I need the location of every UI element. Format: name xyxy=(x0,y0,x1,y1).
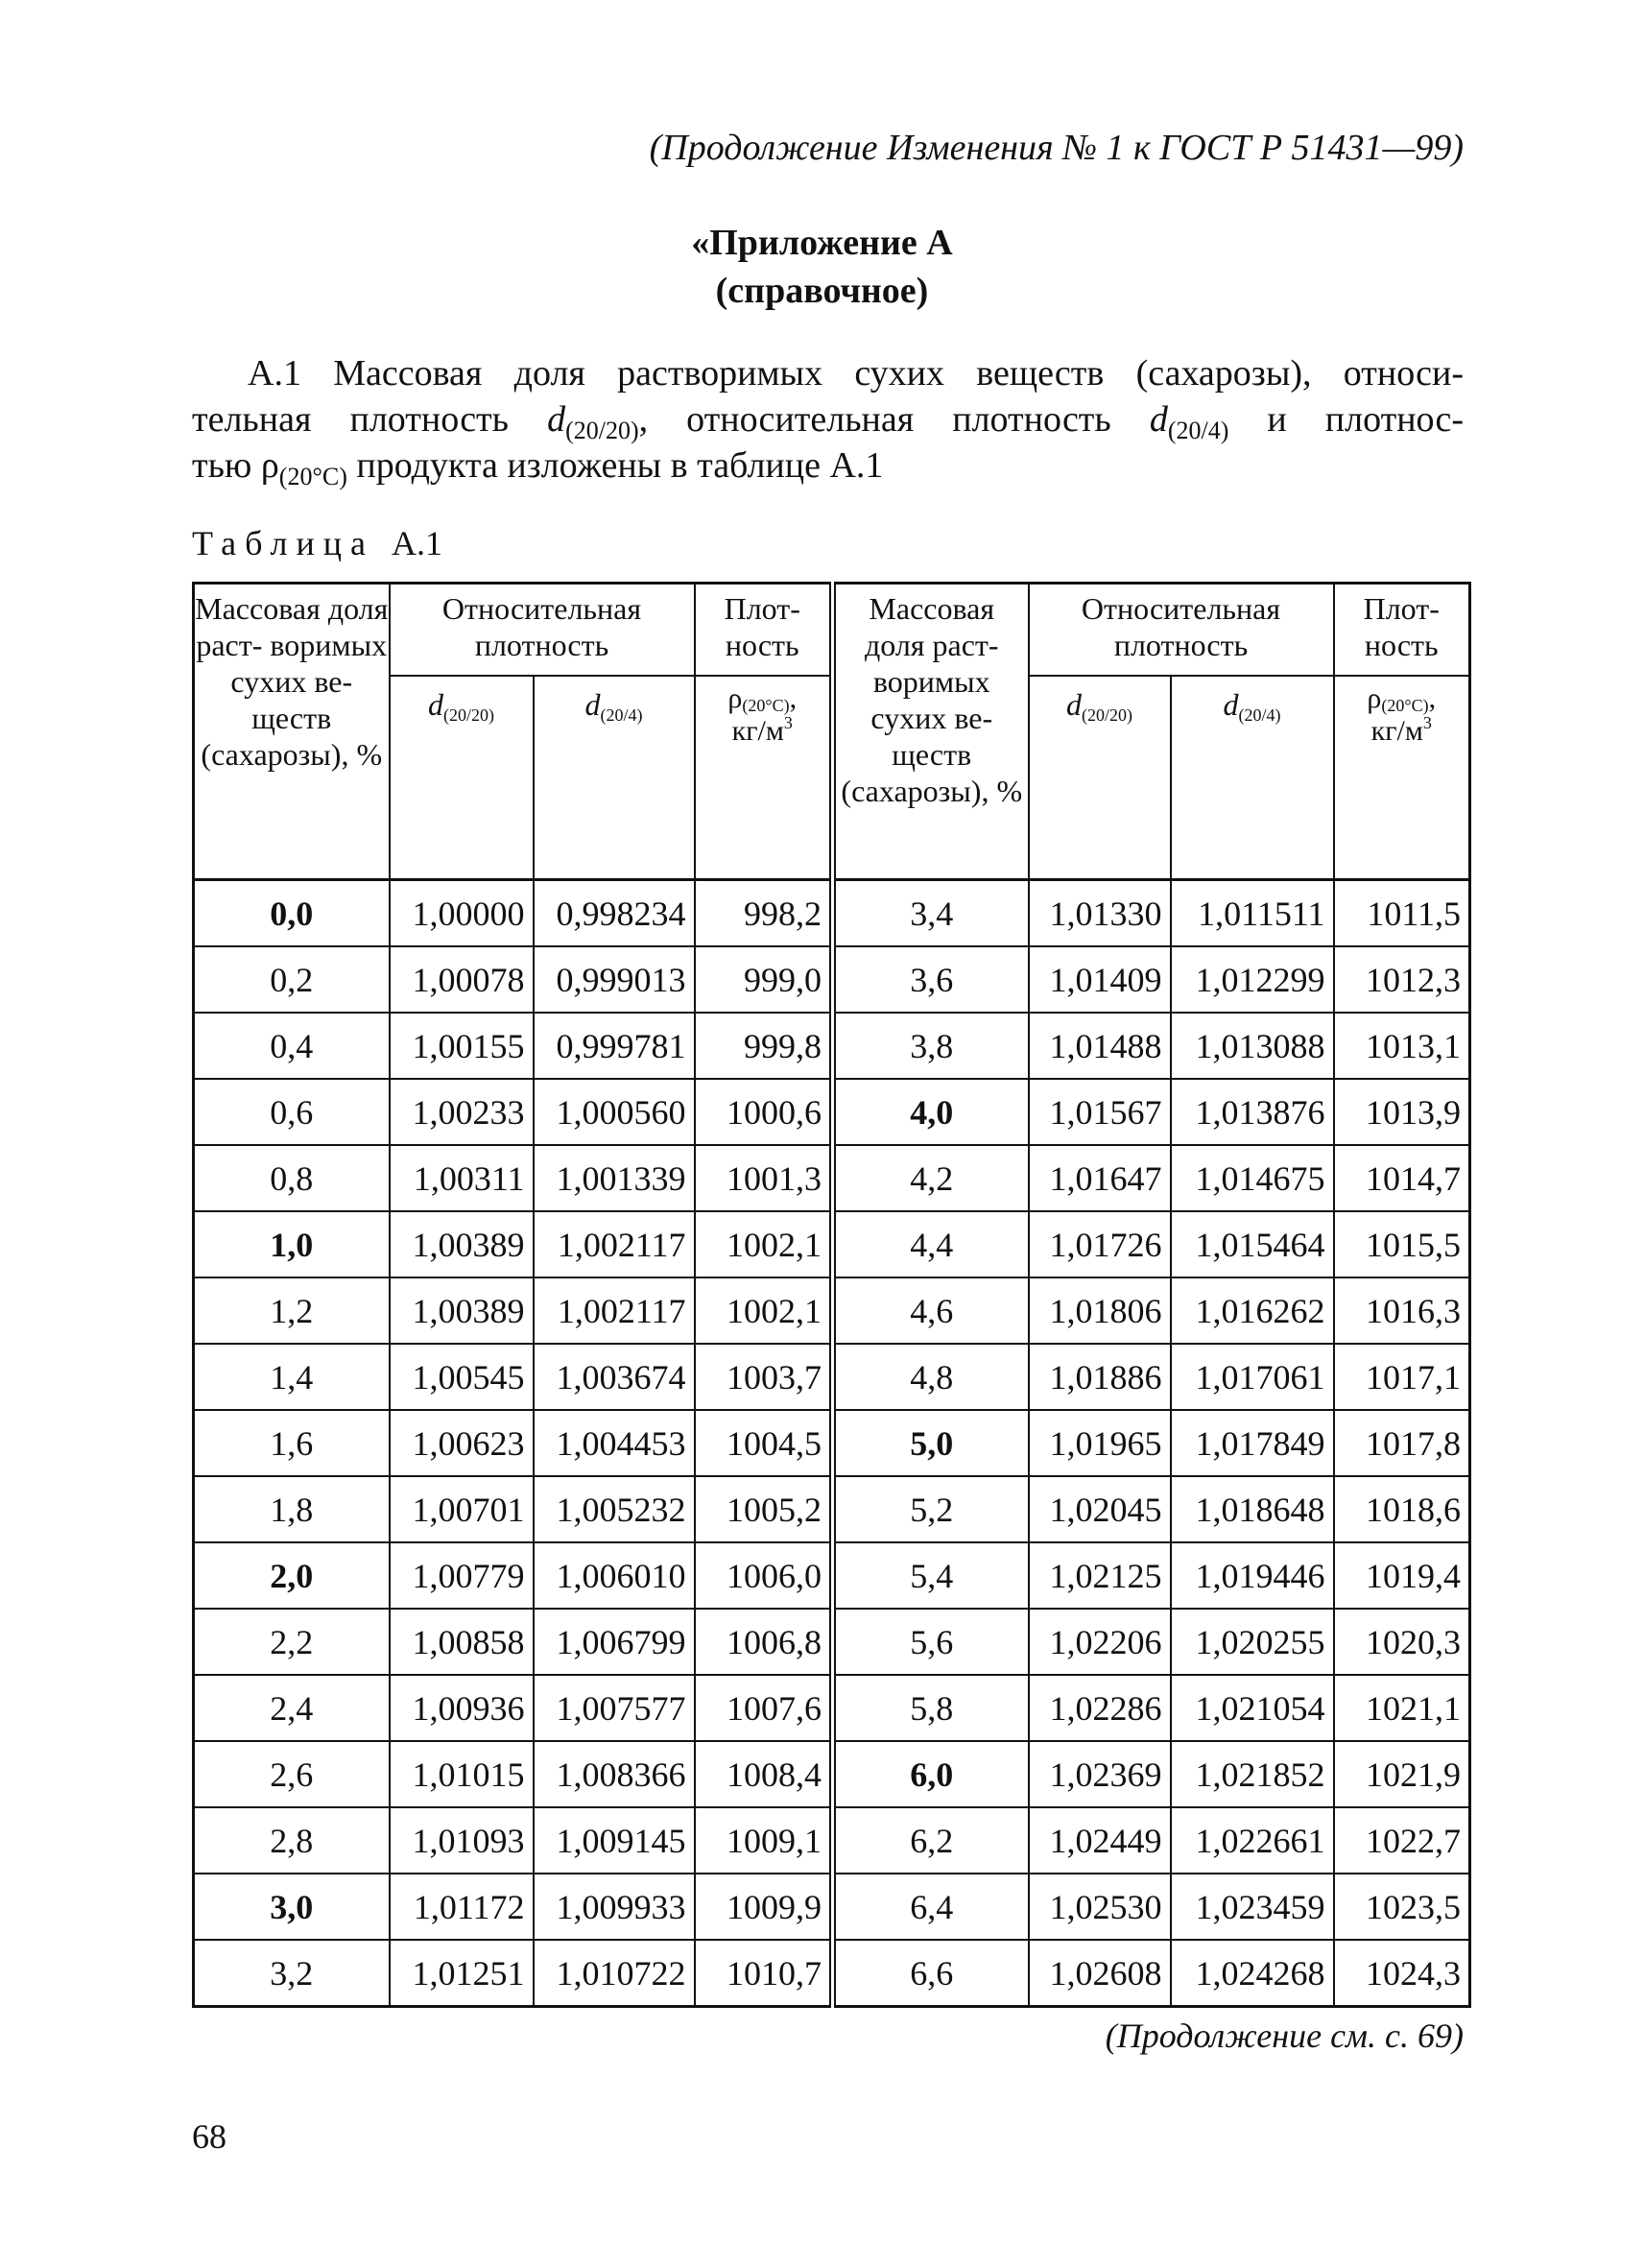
cell-density: 1005,2 xyxy=(695,1476,833,1542)
cell-density: 1006,8 xyxy=(695,1609,833,1675)
cell-d204: 1,017849 xyxy=(1171,1410,1334,1476)
table-row xyxy=(194,1211,1470,1277)
cell-d2020: 1,00936 xyxy=(390,1675,534,1741)
cell-d2020: 1,00858 xyxy=(390,1609,534,1675)
cell-density: 1019,4 xyxy=(1334,1542,1470,1609)
cell-density: 999,8 xyxy=(695,1013,833,1079)
intro-line-3 xyxy=(192,442,1464,489)
table-row xyxy=(194,1145,1470,1211)
cell-density: 1012,3 xyxy=(1334,946,1470,1013)
cell-d204: 1,017061 xyxy=(1171,1344,1334,1410)
cell-d204: 1,008366 xyxy=(534,1741,695,1807)
cell-density: 1002,1 xyxy=(695,1277,833,1344)
cell-d2020: 1,01330 xyxy=(1029,880,1171,947)
cell-d204: 1,010722 xyxy=(534,1940,695,2007)
cell-mass-fraction: 6,6 xyxy=(833,1940,1029,2007)
cell-mass-fraction: 3,2 xyxy=(194,1940,390,2007)
cell-mass-fraction: 6,4 xyxy=(833,1874,1029,1940)
cell-density: 1020,3 xyxy=(1334,1609,1470,1675)
cell-d2020: 1,01965 xyxy=(1029,1410,1171,1476)
cell-mass-fraction: 0,4 xyxy=(194,1013,390,1079)
cell-mass-fraction: 3,4 xyxy=(833,880,1029,947)
cell-density: 1021,9 xyxy=(1334,1741,1470,1807)
cell-d204: 1,000560 xyxy=(534,1079,695,1145)
cell-d204: 1,018648 xyxy=(1171,1476,1334,1542)
cell-d204: 1,016262 xyxy=(1171,1277,1334,1344)
cell-d204: 1,021054 xyxy=(1171,1675,1334,1741)
cell-mass-fraction: 3,8 xyxy=(833,1013,1029,1079)
cell-mass-fraction: 1,0 xyxy=(194,1211,390,1277)
cell-d2020: 1,01172 xyxy=(390,1874,534,1940)
cell-mass-fraction: 4,4 xyxy=(833,1211,1029,1277)
col-mass-fraction-header: Массовая доля раст- воримых сухих ве- ществ (сахарозы), % xyxy=(833,584,1029,880)
d-symbol: d xyxy=(1066,687,1082,722)
table-row xyxy=(194,1079,1470,1145)
cell-mass-fraction: 1,4 xyxy=(194,1344,390,1410)
appendix-subtitle: (справочное) xyxy=(715,271,929,311)
table-row xyxy=(194,1675,1470,1741)
d-subscript: (20/20) xyxy=(1082,705,1132,725)
unit-label: кг/м xyxy=(1370,715,1423,747)
col-rho-unit-header xyxy=(695,676,833,880)
cell-d2020: 1,00389 xyxy=(390,1277,534,1344)
d-subscript: (20/4) xyxy=(600,705,643,725)
table-row xyxy=(194,946,1470,1013)
cell-d204: 1,021852 xyxy=(1171,1741,1334,1807)
cell-d2020: 1,02286 xyxy=(1029,1675,1171,1741)
cell-mass-fraction: 5,8 xyxy=(833,1675,1029,1741)
cell-density: 1015,5 xyxy=(1334,1211,1470,1277)
col-relative-density-header: Относительная плотность xyxy=(1029,584,1334,677)
cell-d204: 1,007577 xyxy=(534,1675,695,1741)
cell-d204: 1,001339 xyxy=(534,1145,695,1211)
cell-density: 1009,1 xyxy=(695,1807,833,1874)
d-subscript: (20/4) xyxy=(1238,705,1281,725)
cell-mass-fraction: 3,0 xyxy=(194,1874,390,1940)
cell-density: 1004,5 xyxy=(695,1410,833,1476)
cell-density: 1010,7 xyxy=(695,1940,833,2007)
table-row xyxy=(194,1609,1470,1675)
d-subscript: (20/20) xyxy=(565,417,639,444)
unit-superscript: 3 xyxy=(783,713,793,732)
d-symbol: d xyxy=(1223,687,1239,722)
rho-symbol: ρ xyxy=(1367,682,1382,714)
cell-d2020: 1,00078 xyxy=(390,946,534,1013)
cell-mass-fraction: 0,6 xyxy=(194,1079,390,1145)
cell-density: 1014,7 xyxy=(1334,1145,1470,1211)
table-caption xyxy=(192,523,442,563)
rho-symbol: ρ xyxy=(727,682,743,714)
cell-d2020: 1,00389 xyxy=(390,1211,534,1277)
cell-d204: 1,022661 xyxy=(1171,1807,1334,1874)
d-symbol: d xyxy=(428,687,443,722)
cell-d204: 1,002117 xyxy=(534,1211,695,1277)
unit-superscript: 3 xyxy=(1422,713,1432,732)
intro-line-1: А.1 Массовая доля растворимых сухих веществ (сахарозы), относи- xyxy=(248,353,1464,394)
rho-separator: , xyxy=(1428,682,1437,714)
cell-density: 1001,3 xyxy=(695,1145,833,1211)
cell-density: 998,2 xyxy=(695,880,833,947)
table-body xyxy=(194,880,1470,2007)
cell-density: 1006,0 xyxy=(695,1542,833,1609)
table-row xyxy=(194,1476,1470,1542)
cell-density: 1017,1 xyxy=(1334,1344,1470,1410)
cell-d2020: 1,02530 xyxy=(1029,1874,1171,1940)
col-relative-density-header: Относительная плотность xyxy=(390,584,695,677)
cell-density: 1024,3 xyxy=(1334,1940,1470,2007)
cell-mass-fraction: 4,8 xyxy=(833,1344,1029,1410)
cell-mass-fraction: 1,6 xyxy=(194,1410,390,1476)
cell-d204: 0,999013 xyxy=(534,946,695,1013)
cell-mass-fraction: 4,2 xyxy=(833,1145,1029,1211)
cell-d204: 0,998234 xyxy=(534,880,695,947)
cell-density: 1021,1 xyxy=(1334,1675,1470,1741)
cell-mass-fraction: 2,2 xyxy=(194,1609,390,1675)
cell-d204: 1,004453 xyxy=(534,1410,695,1476)
cell-mass-fraction: 2,4 xyxy=(194,1675,390,1741)
cell-d2020: 1,01806 xyxy=(1029,1277,1171,1344)
cell-d2020: 1,02206 xyxy=(1029,1609,1171,1675)
intro-text: продукта изложены в таблице А.1 xyxy=(346,445,884,486)
cell-d204: 1,012299 xyxy=(1171,946,1334,1013)
cell-density: 1018,6 xyxy=(1334,1476,1470,1542)
intro-text: тью ρ xyxy=(192,445,279,486)
cell-d2020: 1,02369 xyxy=(1029,1741,1171,1807)
page-number: 68 xyxy=(192,2117,226,2156)
cell-d2020: 1,02045 xyxy=(1029,1476,1171,1542)
cell-d2020: 1,00545 xyxy=(390,1344,534,1410)
cell-density: 1000,6 xyxy=(695,1079,833,1145)
rho-subscript: (20°C) xyxy=(278,463,347,490)
table-row xyxy=(194,1807,1470,1874)
cell-d2020: 1,01488 xyxy=(1029,1013,1171,1079)
cell-d204: 1,009145 xyxy=(534,1807,695,1874)
cell-density: 1007,6 xyxy=(695,1675,833,1741)
d-subscript: (20/4) xyxy=(1167,417,1229,444)
cell-mass-fraction: 5,6 xyxy=(833,1609,1029,1675)
d-symbol: d xyxy=(1149,399,1168,440)
cell-density: 1013,1 xyxy=(1334,1013,1470,1079)
col-d2020-header xyxy=(1029,676,1171,880)
cell-d2020: 1,01251 xyxy=(390,1940,534,2007)
cell-d204: 1,005232 xyxy=(534,1476,695,1542)
cell-mass-fraction: 2,6 xyxy=(194,1741,390,1807)
cell-density: 1016,3 xyxy=(1334,1277,1470,1344)
cell-mass-fraction: 1,8 xyxy=(194,1476,390,1542)
cell-d2020: 1,00701 xyxy=(390,1476,534,1542)
appendix-heading xyxy=(0,219,1644,315)
cell-density: 1013,9 xyxy=(1334,1079,1470,1145)
col-rho-unit-header xyxy=(1334,676,1470,880)
table-row xyxy=(194,1542,1470,1609)
cell-density: 1009,9 xyxy=(695,1874,833,1940)
col-d204-header xyxy=(1171,676,1334,880)
cell-mass-fraction: 4,0 xyxy=(833,1079,1029,1145)
cell-d2020: 1,00311 xyxy=(390,1145,534,1211)
d-subscript: (20/20) xyxy=(443,705,494,725)
table-row xyxy=(194,1874,1470,1940)
cell-d2020: 1,01647 xyxy=(1029,1145,1171,1211)
cell-d204: 1,009933 xyxy=(534,1874,695,1940)
cell-density: 1008,4 xyxy=(695,1741,833,1807)
cell-d2020: 1,01015 xyxy=(390,1741,534,1807)
cell-d2020: 1,00155 xyxy=(390,1013,534,1079)
table-row xyxy=(194,880,1470,947)
cell-density: 1017,8 xyxy=(1334,1410,1470,1476)
cell-mass-fraction: 6,0 xyxy=(833,1741,1029,1807)
cell-density: 1023,5 xyxy=(1334,1874,1470,1940)
cell-density: 1002,1 xyxy=(695,1211,833,1277)
table-row xyxy=(194,1277,1470,1344)
cell-density: 1011,5 xyxy=(1334,880,1470,947)
cell-d2020: 1,01567 xyxy=(1029,1079,1171,1145)
cell-d204: 1,024268 xyxy=(1171,1940,1334,2007)
cell-density: 1003,7 xyxy=(695,1344,833,1410)
cell-d2020: 1,01093 xyxy=(390,1807,534,1874)
table-row xyxy=(194,1013,1470,1079)
cell-d2020: 1,01726 xyxy=(1029,1211,1171,1277)
table-row xyxy=(194,1741,1470,1807)
cell-density: 999,0 xyxy=(695,946,833,1013)
cell-d204: 1,014675 xyxy=(1171,1145,1334,1211)
cell-mass-fraction: 4,6 xyxy=(833,1277,1029,1344)
cell-mass-fraction: 2,8 xyxy=(194,1807,390,1874)
table-row xyxy=(194,1940,1470,2007)
density-table xyxy=(192,582,1471,2008)
cell-mass-fraction: 1,2 xyxy=(194,1277,390,1344)
d-symbol: d xyxy=(584,687,601,722)
cell-d2020: 1,01409 xyxy=(1029,946,1171,1013)
unit-label: кг/м xyxy=(731,715,784,747)
cell-mass-fraction: 3,6 xyxy=(833,946,1029,1013)
cell-mass-fraction: 0,0 xyxy=(194,880,390,947)
cell-density: 1022,7 xyxy=(1334,1807,1470,1874)
cell-mass-fraction: 5,0 xyxy=(833,1410,1029,1476)
cell-mass-fraction: 0,2 xyxy=(194,946,390,1013)
cell-d2020: 1,02449 xyxy=(1029,1807,1171,1874)
cell-d204: 0,999781 xyxy=(534,1013,695,1079)
cell-mass-fraction: 5,2 xyxy=(833,1476,1029,1542)
col-density-header: Плот- ность xyxy=(695,584,833,677)
col-density-header: Плот- ность xyxy=(1334,584,1470,677)
cell-mass-fraction: 2,0 xyxy=(194,1542,390,1609)
table-row xyxy=(194,1410,1470,1476)
cell-mass-fraction: 6,2 xyxy=(833,1807,1029,1874)
cell-d204: 1,002117 xyxy=(534,1277,695,1344)
table-caption-number: А.1 xyxy=(391,524,442,562)
intro-text: , относительная плотность xyxy=(638,399,1150,440)
col-d2020-header xyxy=(390,676,534,880)
cell-d2020: 1,02608 xyxy=(1029,1940,1171,2007)
col-d204-header xyxy=(534,676,695,880)
cell-d204: 1,013876 xyxy=(1171,1079,1334,1145)
cell-d204: 1,006799 xyxy=(534,1609,695,1675)
cell-d204: 1,019446 xyxy=(1171,1542,1334,1609)
table-row xyxy=(194,1344,1470,1410)
cell-d2020: 1,00233 xyxy=(390,1079,534,1145)
continuation-header: (Продолжение Изменения № 1 к ГОСТ Р 51431—99) xyxy=(649,128,1464,168)
cell-mass-fraction: 0,8 xyxy=(194,1145,390,1211)
col-mass-fraction-header: Массовая доля раст- воримых сухих ве- ществ (сахарозы), % xyxy=(194,584,390,880)
intro-line-2 xyxy=(192,396,1464,442)
continuation-footer: (Продолжение см. с. 69) xyxy=(1105,2017,1464,2055)
cell-d204: 1,006010 xyxy=(534,1542,695,1609)
rho-subscript: (20°C) xyxy=(742,696,790,715)
cell-d204: 1,003674 xyxy=(534,1344,695,1410)
cell-d2020: 1,02125 xyxy=(1029,1542,1171,1609)
appendix-title: «Приложение А xyxy=(691,223,953,263)
table-caption-word: Таблица xyxy=(192,524,374,562)
cell-d2020: 1,00000 xyxy=(390,880,534,947)
cell-d204: 1,020255 xyxy=(1171,1609,1334,1675)
intro-paragraph xyxy=(192,350,1464,489)
rho-separator: , xyxy=(789,682,798,714)
cell-d2020: 1,00623 xyxy=(390,1410,534,1476)
cell-d204: 1,015464 xyxy=(1171,1211,1334,1277)
cell-d204: 1,013088 xyxy=(1171,1013,1334,1079)
cell-d204: 1,011511 xyxy=(1171,880,1334,947)
rho-subscript: (20°C) xyxy=(1381,696,1429,715)
intro-text: и плотнос- xyxy=(1228,399,1465,440)
intro-text: тельная плотность xyxy=(192,399,548,440)
cell-mass-fraction: 5,4 xyxy=(833,1542,1029,1609)
cell-d2020: 1,00779 xyxy=(390,1542,534,1609)
cell-d2020: 1,01886 xyxy=(1029,1344,1171,1410)
cell-d204: 1,023459 xyxy=(1171,1874,1334,1940)
d-symbol: d xyxy=(547,399,566,440)
